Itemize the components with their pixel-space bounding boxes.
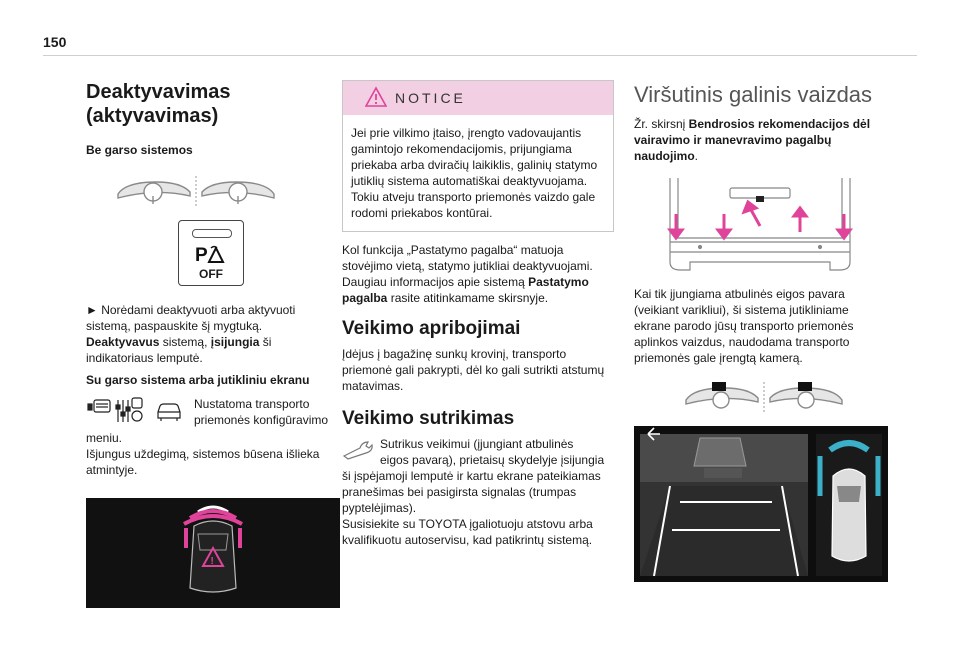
- limits-text: Įdėjus į bagažinę sunkų krovinį, transporto priemonė gali pakrypti, dėl ko gali sutrikti atstumų matavimas.: [342, 347, 605, 393]
- faults-block: [342, 436, 614, 548]
- subheading-with-audio: Su garso sistema arba jutikliniu ekranu: [86, 373, 310, 387]
- rear-camera-screen: [634, 426, 888, 582]
- rear-camera-van-illustration: [660, 176, 860, 276]
- camera-view-graphic: [634, 426, 888, 582]
- column-notice: [342, 80, 614, 548]
- reference-note: Žr. skirsnį Bendrosios rekomendacijos dėl vairavimo ir manevravimo pagalbų naudojimo.: [634, 117, 871, 163]
- park-sensor-off-button[interactable]: [178, 220, 244, 286]
- notice-body: [343, 115, 613, 231]
- svg-text:!: !: [210, 556, 214, 567]
- notice-box: [342, 80, 614, 232]
- notice-paragraph-2: Tokiu atveju transporto priemonės vaizdo gale rodomi priekabos kontūrai.: [351, 190, 596, 220]
- column-deactivation: [86, 80, 340, 608]
- instruction-press-button: ► Norėdami deaktyvuoti arba aktyvuoti sistemą, paspauskite šį mygtuką.: [86, 303, 296, 333]
- notice-title: NOTICE: [395, 90, 466, 106]
- settings-inline-block: [86, 396, 340, 430]
- steering-wheel-display-illustration: [684, 380, 844, 414]
- top-divider: [43, 55, 917, 56]
- subheading-no-audio: Be garso sistemos: [86, 143, 193, 157]
- section-title-faults: Veikimo sutrikimas: [342, 408, 515, 429]
- warning-triangle-icon: [365, 86, 387, 108]
- faults-line-2: eigos pavarą), prietaisų skydelyje įsijungia: [380, 453, 605, 467]
- section-title-limits: Veikimo apribojimai: [342, 318, 521, 339]
- column-rear-view: [634, 80, 888, 582]
- settings-text-line1: Nustatoma transporto: [194, 397, 310, 411]
- button-indicator-slot: [192, 229, 232, 238]
- parking-assist-note: Kol funkcija „Pastatymo pagalba“ matuoja stovėjimo vietą, statymo jutikliai deaktyvuojami. Daugiau informacijos apie sistemą Pastatymo pagalba rasite atitinkamame skirsnyje.: [342, 243, 593, 305]
- off-label: OFF: [199, 267, 223, 281]
- vehicle-settings-icons: [86, 396, 186, 426]
- sensor-fault-image: [86, 498, 340, 608]
- rear-view-description: Kai tik įjungiama atbulinės eigos pavara (veikiant varikliui), ši sistema jutikliniame ekrane parodo jūsų transporto priemonės aplinkos vaizdus, naudodama transporto priemonės gale įrengtą kamerą.: [634, 287, 854, 365]
- section-title-rear-view: Viršutinis galinis vaizdas: [634, 82, 873, 107]
- steering-wheel-controls-illustration: [116, 174, 276, 208]
- page-number: 150: [43, 34, 67, 50]
- memory-note: Išjungus uždegimą, sistemos būsena išlieka atmintyje.: [86, 447, 320, 477]
- faults-line-1: Sutrikus veikimui (įjungiant atbulinės: [380, 437, 574, 451]
- settings-text-line2: priemonės konfigūravimo: [194, 413, 329, 427]
- notice-paragraph-1: Jei prie vilkimo įtaiso, įrengto vadovaujantis gamintojo rekomendacijomis, prijungiama priekaba arba dviračių laikiklis, galinių statymo jutiklių sistema automatiškai deaktyvuojama.: [351, 126, 598, 188]
- park-sensor-icon: [194, 243, 230, 265]
- faults-contact: Susisiekite su TOYOTA įgaliotuoju atstovu arba kvalifikuotu autoservisu, kad patikrintų sistemą.: [342, 517, 593, 547]
- deactivation-note: Deaktyvavus sistemą, įsijungia ši indikatoriaus lemputė.: [86, 335, 272, 365]
- wrench-icon: [342, 438, 374, 460]
- section-title-deactivation: Deaktyvavimas (aktyvavimas): [86, 81, 231, 127]
- faults-text: ši įspėjamoji lemputė ir kartu ekrane pateikiamas pranešimas bei pasigirsta signalas (trumpas pyptelėjimas).: [342, 469, 601, 515]
- svg-text:P: P: [195, 245, 208, 265]
- notice-header: [343, 81, 613, 115]
- settings-text-end: meniu.: [86, 431, 123, 445]
- vehicle-rear-sensor-graphic: [86, 498, 340, 608]
